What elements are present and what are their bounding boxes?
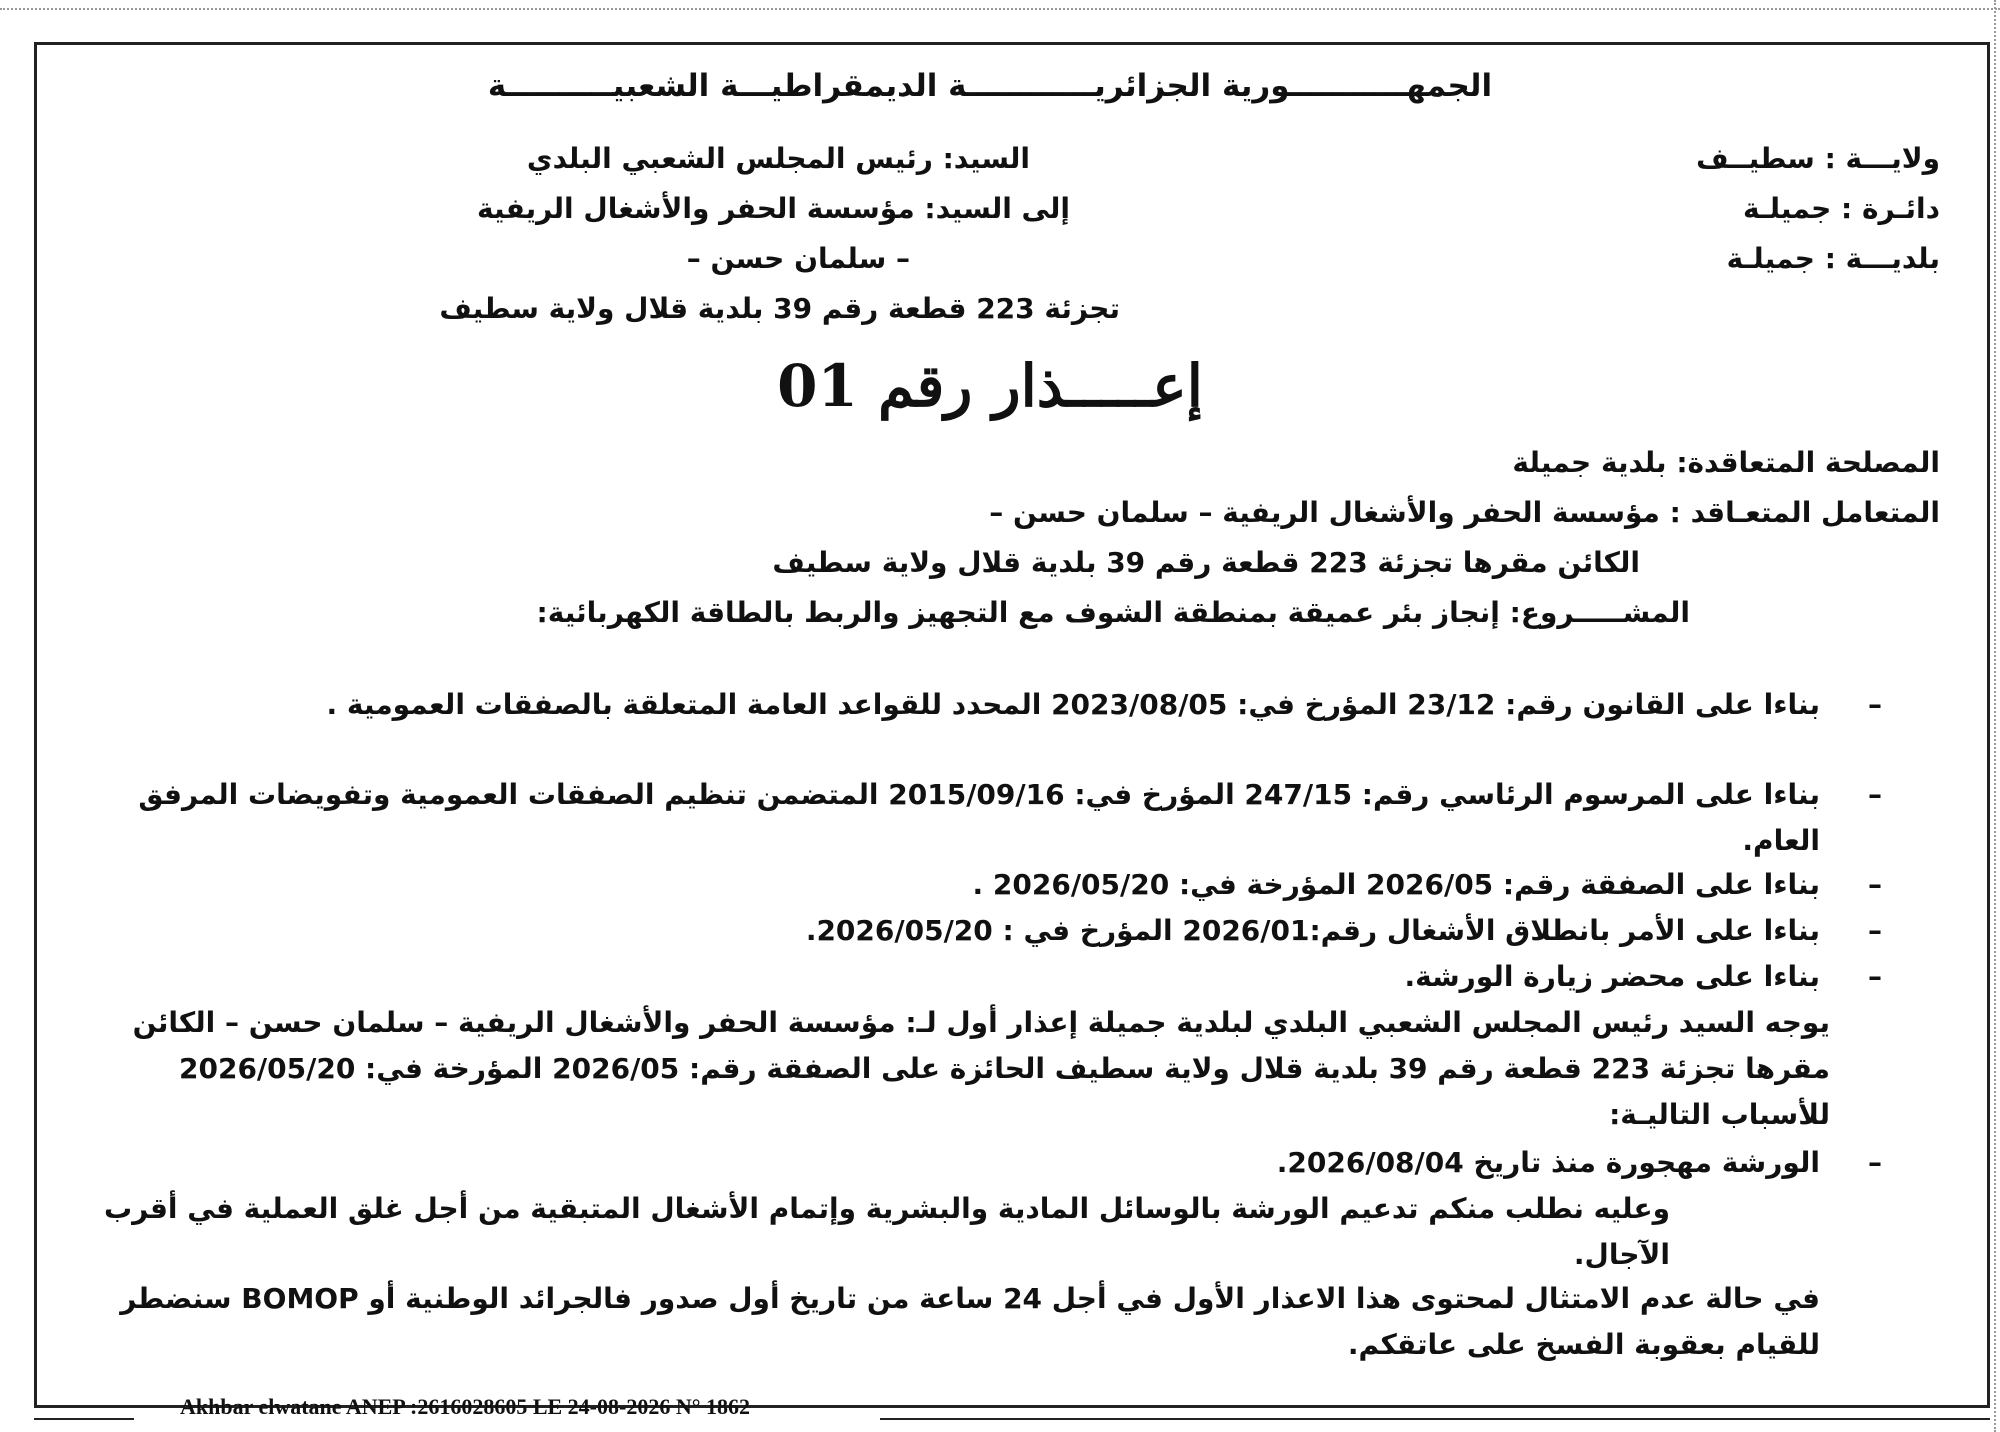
request-paragraph: وعليه نطلب منكم تدعيم الورشة بالوسائل المادية والبشرية وإتمام الأشغال المتبقية من أجل غلق العملية في أقرب الآجال.	[104, 1192, 1670, 1271]
contracting-service: المصلحة المتعاقدة: بلدية جميلة	[1512, 446, 1940, 479]
recipient-title: السيد: رئيس المجلس الشعبي البلدي	[526, 142, 1030, 175]
footer-rule-right	[880, 1418, 1990, 1420]
project-description: المشـــــروع: إنجاز بئر عميقة بمنطقة الشوف مع التجهيز والربط بالطاقة الكهربائية:	[536, 596, 1690, 629]
publication-footer: Akhbar elwatane ANEP :2616028605 LE 24-08-2026 N° 1862	[180, 1394, 751, 1419]
top-dotted-border	[0, 8, 2000, 10]
notice-title: إعـــــذار رقم 01	[777, 352, 1203, 420]
recipient-address: تجزئة 223 قطعة رقم 39 بلدية قلال ولاية سطيف	[439, 292, 1120, 325]
legal-basis-decree: – بناءا على المرسوم الرئاسي رقم: 247/15 المؤرخ في: 2015/09/16 المتضمن تنظيم الصفقات العمومية وتفويضات المرفق العام.	[138, 778, 1882, 857]
wilaya-label: ولايـــة : سطيــف	[1696, 142, 1940, 175]
contractor: المتعامل المتعـاقد : مؤسسة الحفر والأشغال الريفية – سلمان حسن –	[989, 496, 1940, 529]
recipient-name: – سلمان حسن –	[686, 242, 910, 275]
reason-item: – الورشة مهجورة منذ تاريخ 2026/08/04.	[1276, 1146, 1882, 1179]
address-paragraph: يوجه السيد رئيس المجلس الشعبي البلدي لبلدية جميلة إعذار أول لـ: مؤسسة الحفر والأشغال الريفية – سلمان حسن – الكائن مقرها تجزئة 223 قطعة رقم 39 بلدية قلال ولاية سطيف الحائزة على الصفقة رقم: 2026/05 المؤرخة في: 2026/05/20 للأسباب التاليـة:	[132, 1006, 1830, 1131]
contractor-address: الكائن مقرها تجزئة 223 قطعة رقم 39 بلدية قلال ولاية سطيف	[772, 546, 1640, 579]
republic-header: الجمهـــــــــــورية الجزائريــــــــــــة الديمقراطيـــة الشعبيــــــــــة	[487, 68, 1493, 104]
baladiya-label: بلديـــة : جميلـة	[1726, 242, 1940, 275]
right-dotted-border	[1994, 0, 1996, 1432]
recipient-company: إلى السيد: مؤسسة الحفر والأشغال الريفية	[477, 192, 1070, 225]
legal-basis-site-visit: – بناءا على محضر زيارة الورشة.	[1404, 960, 1882, 993]
warning-paragraph: في حالة عدم الامتثال لمحتوى هذا الاعذار الأول في أجل 24 ساعة من تاريخ أول صدور فالجرائد الوطنية أو BOMOP سنضطر للقيام بعقوبة الفسخ على عاتقكم.	[120, 1282, 1820, 1361]
legal-basis-start-order: – بناءا على الأمر بانطلاق الأشغال رقم:2026/01 المؤرخ في : 2026/05/20.	[805, 914, 1882, 947]
daira-label: دائـرة : جميلـة	[1742, 192, 1940, 225]
footer-rule-left	[34, 1418, 134, 1420]
legal-basis-contract: – بناءا على الصفقة رقم: 2026/05 المؤرخة في: 2026/05/20 .	[972, 868, 1882, 901]
legal-basis-law: – بناءا على القانون رقم: 23/12 المؤرخ في: 2023/08/05 المحدد للقواعد العامة المتعلقة بالصفقات العمومية .	[326, 688, 1882, 721]
